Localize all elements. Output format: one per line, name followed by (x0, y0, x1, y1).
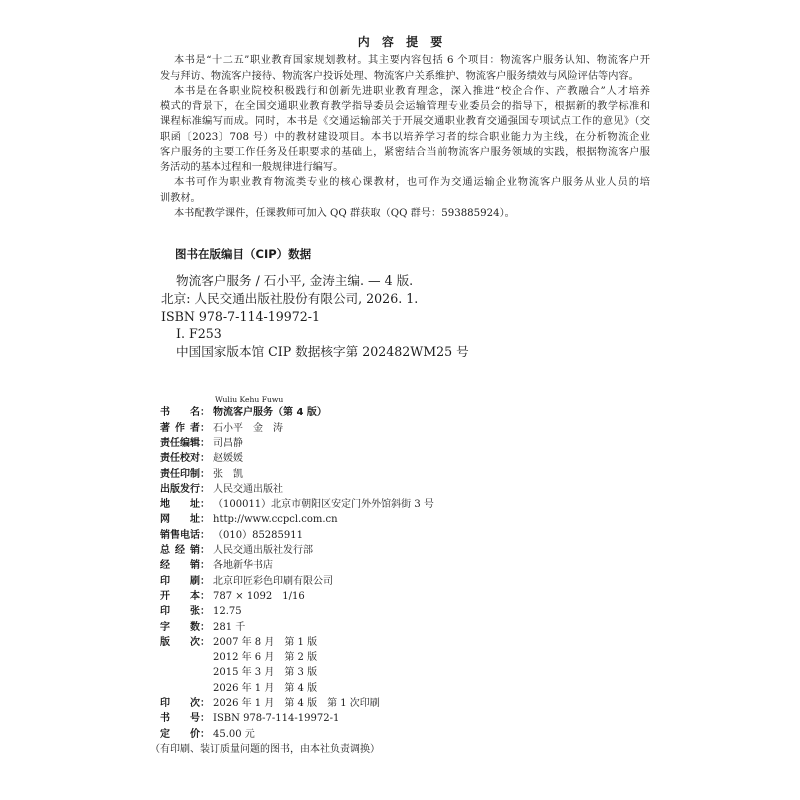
colophon-values (213, 543, 313, 558)
colophon-value: 人民交通出版社 (213, 483, 283, 495)
colophon-value: 石小平 金 涛 (213, 422, 283, 434)
colophon-row (160, 589, 434, 604)
colophon-values (213, 711, 339, 726)
colophon-value: 45.00 元 (213, 728, 255, 740)
colophon-label: 总 经 销： (160, 545, 210, 557)
colophon-value: 北京印匠彩色印刷有限公司 (213, 575, 333, 587)
colophon-row (160, 451, 434, 466)
colophon-label: 责任校对： (160, 453, 210, 465)
cip-block (161, 272, 469, 361)
colophon-values (213, 482, 283, 497)
colophon-value: 12.75 (213, 606, 242, 618)
summary-paragraph (160, 206, 650, 221)
colophon-row (160, 528, 434, 543)
summary-line: 务活动的基本过程和一般规律进行编写。 (160, 162, 344, 174)
colophon-values (213, 512, 338, 527)
colophon-values (213, 727, 255, 742)
colophon-values (213, 635, 317, 696)
colophon-row (160, 620, 434, 635)
colophon-value: 787 × 1092 1/16 (213, 590, 305, 602)
colophon-row (160, 436, 434, 451)
colophon-value: http://www.ccpcl.com.cn (213, 514, 338, 526)
colophon-value: 张 凯 (213, 468, 243, 480)
colophon-label: 著 作 者： (160, 422, 210, 434)
colophon-row (160, 635, 434, 696)
cip-title-line: 物流客户服务 / 石小平, 金涛主编. — 4 版. (176, 273, 414, 288)
colophon-label: 出版发行： (160, 483, 210, 495)
colophon-values (213, 558, 273, 573)
cip-classification-line: Ⅰ. F253 (176, 326, 222, 342)
summary-paragraph (160, 53, 650, 84)
colophon-row (160, 574, 434, 589)
summary-line: 客户服务的主要工作任务及任职要求的基础上，紧密结合当前物流客户服务领域的实践，根据物流客户服 (160, 146, 650, 158)
pinyin-title: Wuliu Kehu Fuwu (215, 395, 284, 404)
colophon-row (160, 497, 434, 512)
colophon-label: 书 名： (160, 407, 210, 419)
summary-line: 本书是在各职业院校积极践行和创新先进职业教育理念，深入推进“校企合作、产教融合”人才培养 (174, 85, 650, 97)
colophon-label: 印 次： (160, 698, 210, 710)
colophon-label: 地 址： (160, 499, 210, 511)
colophon-value: 2012 年 6 月 第 2 版 (213, 652, 318, 664)
colophon-label: 经 销： (160, 560, 210, 572)
summary-heading: 内 容 提 要 (357, 35, 443, 49)
colophon-label: 销售电话： (160, 529, 210, 541)
colophon-label: 书 号： (160, 713, 210, 725)
colophon-value: 2026 年 1 月 第 4 版 (213, 682, 318, 694)
cip-heading: 图书在版编目（CIP）数据 (175, 247, 312, 261)
colophon-label: 版 次： (160, 636, 210, 648)
summary-line: 训教材。 (160, 192, 201, 204)
colophon-row (160, 467, 434, 482)
summary-body (160, 53, 650, 221)
colophon-values (213, 604, 242, 619)
colophon-label: 印 刷： (160, 575, 210, 587)
colophon-row (160, 512, 434, 527)
colophon-value: 物流客户服务（第 4 版） (213, 407, 327, 419)
cip-record-number-line: 中国国家版本馆 CIP 数据核字第 202482WM25 号 (176, 344, 469, 360)
colophon-value: 281 千 (213, 621, 246, 633)
colophon-values (213, 696, 380, 711)
colophon-values (213, 620, 245, 635)
colophon-row (160, 604, 434, 619)
colophon-row (160, 482, 434, 497)
colophon-value: 2015 年 3 月 第 3 版 (213, 667, 318, 679)
colophon-values (213, 421, 283, 436)
colophon-row (160, 696, 434, 711)
colophon-value: ISBN 978-7-114-19972-1 (213, 713, 340, 725)
colophon-label: 责任编辑： (160, 437, 210, 449)
colophon-value: 司昌静 (213, 437, 243, 449)
colophon-values (213, 436, 243, 451)
colophon-value: （010）85285911 (213, 529, 303, 541)
colophon-values (213, 405, 327, 420)
colophon-value: 2007 年 8 月 第 1 版 (213, 636, 318, 648)
colophon-row (160, 711, 434, 726)
summary-line: 本书配教学课件，任课教师可加入 QQ 群获取（QQ 群号：593885924）。 (174, 207, 515, 219)
colophon-value: 2026 年 1 月 第 4 版 第 1 次印刷 (213, 698, 380, 710)
colophon-label: 网 址： (160, 514, 210, 526)
summary-line: 模式的背景下，在全国交通职业教育教学指导委员会运输管理专业委员会的指导下，根据新的教学标准和 (160, 101, 650, 113)
colophon-label: 印 张： (160, 606, 210, 618)
colophon-label: 定 价： (160, 728, 210, 740)
colophon-value: 赵媛媛 (213, 453, 243, 465)
colophon-label: 开 本： (160, 590, 210, 602)
colophon-label: 字 数： (160, 621, 210, 633)
colophon-values (213, 467, 243, 482)
colophon-row (160, 421, 434, 436)
colophon-values (213, 574, 333, 589)
colophon-row (160, 405, 434, 420)
summary-line: 职函〔2023〕708 号）中的教材建设项目。本书以培养学习者的综合职业能力为主线，在分析物流企业 (160, 131, 650, 143)
colophon-values (213, 589, 305, 604)
cip-publisher-line: 北京: 人民交通出版社股份有限公司, 2026. 1. (161, 290, 419, 306)
colophon-value: （100011）北京市朝阳区安定门外外馆斜街 3 号 (213, 499, 434, 511)
colophon-row (160, 558, 434, 573)
quality-note: （有印刷、装订质量问题的图书，由本社负责调换） (150, 744, 380, 755)
summary-paragraph (160, 175, 650, 206)
colophon-value: 人民交通出版社发行部 (213, 545, 313, 557)
summary-paragraph (160, 84, 650, 176)
summary-line: 课程标准编写而成。同时，本书是《交通运输部关于开展交通职业教育交通强国专项试点工作的意见》（交 (160, 116, 650, 128)
colophon-values (213, 497, 434, 512)
colophon-value: 各地新华书店 (213, 560, 273, 572)
colophon-row (160, 727, 434, 742)
colophon-list (160, 405, 434, 742)
colophon-values (213, 451, 243, 466)
colophon-row (160, 543, 434, 558)
summary-line: 发与拜访、物流客户接待、物流客户投诉处理、物流客户关系维护、物流客户服务绩效与风险评估等内容。 (160, 70, 639, 82)
colophon-values (213, 528, 303, 543)
colophon-label: 责任印制： (160, 468, 210, 480)
summary-line: 本书可作为职业教育物流类专业的核心课教材，也可作为交通运输企业物流客户服务从业人员的培 (174, 177, 650, 189)
cip-isbn-line: ISBN 978-7-114-19972-1 (161, 308, 321, 324)
summary-line: 本书是“十二五”职业教育国家规划教材。其主要内容包括 6 个项目：物流客户服务认知、物流客户开 (174, 55, 650, 67)
